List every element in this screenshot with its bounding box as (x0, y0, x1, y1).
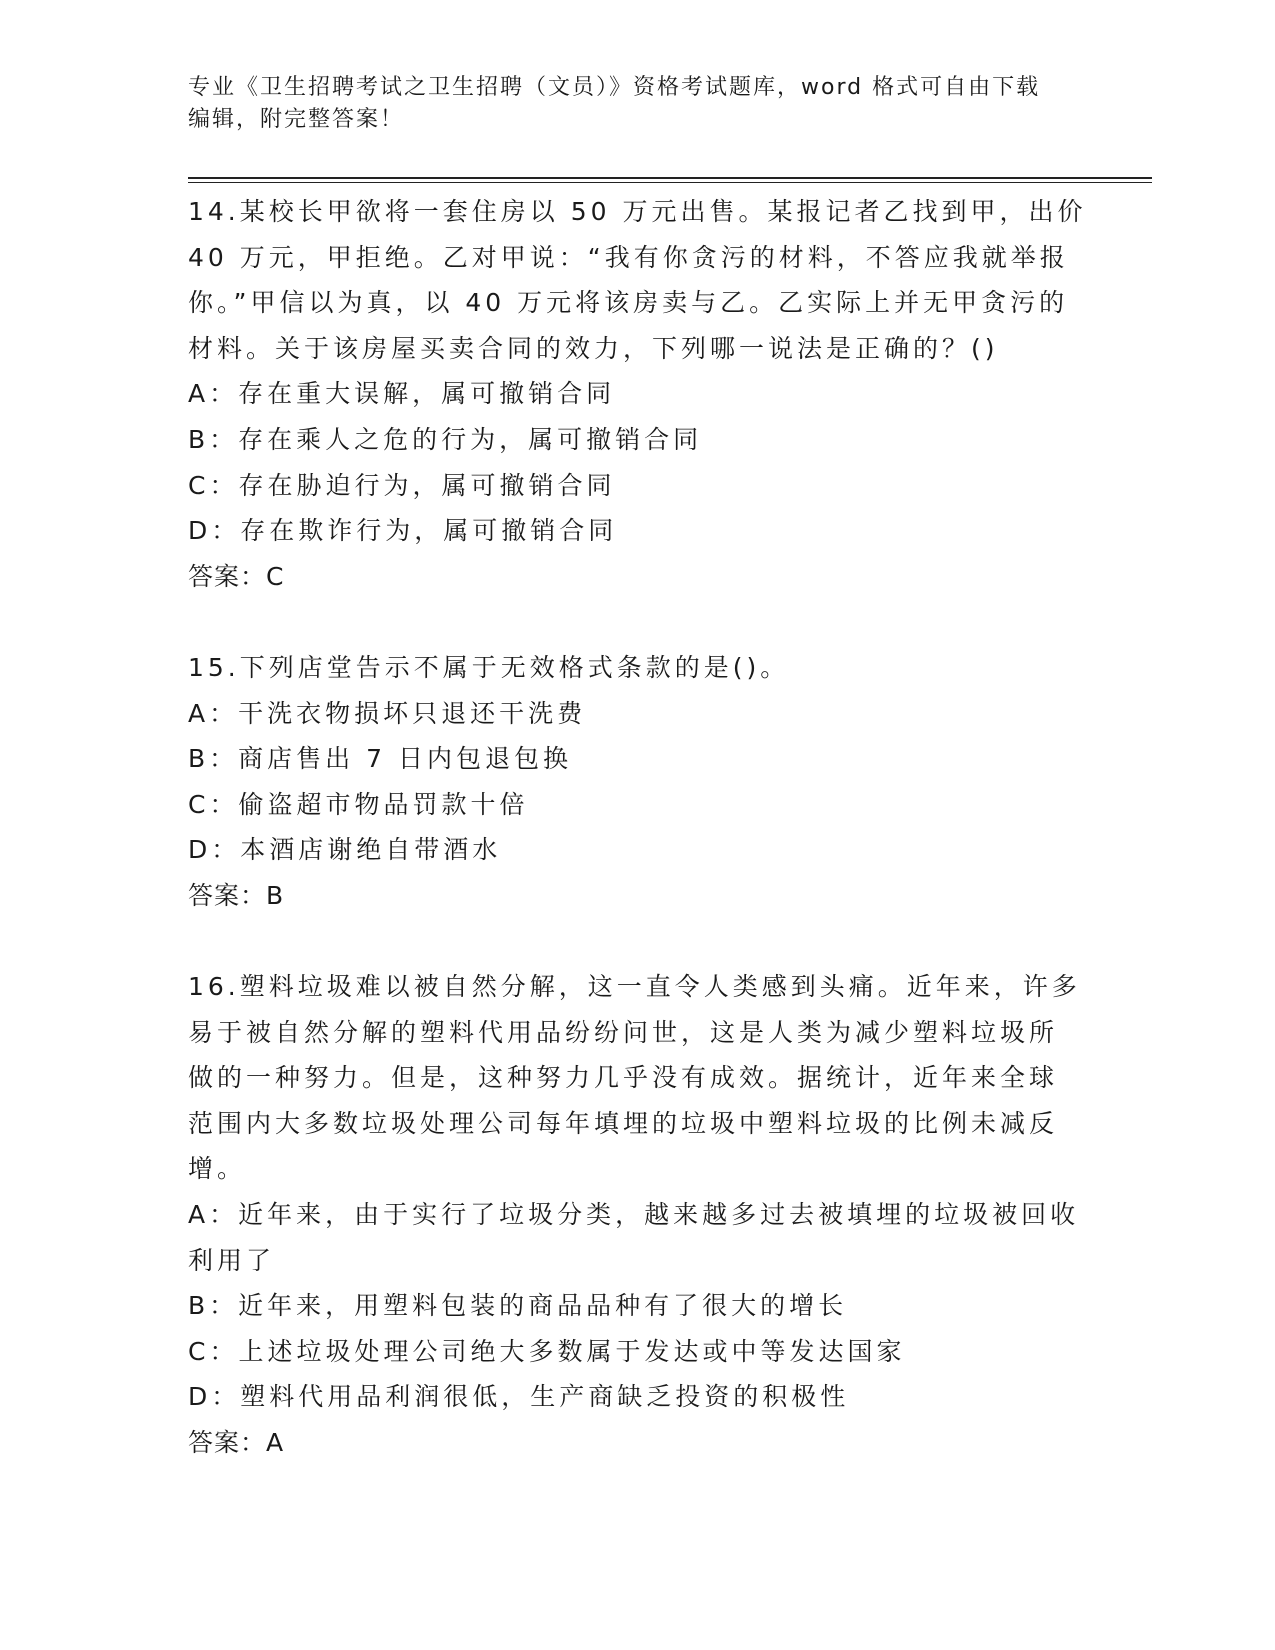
question-16-option-c: C：上述垃圾处理公司绝大多数属于发达或中等发达国家 (188, 1336, 906, 1366)
question-15-option-c: C：偷盗超市物品罚款十倍 (188, 789, 529, 819)
question-16-line-2: 易于被自然分解的塑料代用品纷纷问世，这是人类为减少塑料垃圾所 (188, 1017, 1059, 1047)
question-16-line-1: 16.塑料垃圾难以被自然分解，这一直令人类感到头痛。近年来，许多 (188, 972, 1081, 1002)
question-15-answer: 答案：B (188, 880, 285, 910)
document-header (188, 72, 1078, 136)
spacer (188, 919, 1088, 965)
header-divider-thin (188, 182, 1152, 183)
question-16-line-3: 做的一种努力。但是，这种努力几乎没有成效。据统计，近年来全球 (188, 1063, 1059, 1093)
question-15 (188, 645, 1088, 919)
question-14-option-b: B：存在乘人之危的行为，属可撤销合同 (188, 424, 703, 454)
header-divider (188, 177, 1152, 179)
question-list (188, 189, 1088, 1466)
question-15-line-1: 15.下列店堂告示不属于无效格式条款的是()。 (188, 652, 790, 682)
question-14-option-a: A：存在重大误解，属可撤销合同 (188, 379, 616, 409)
question-14 (188, 189, 1088, 599)
question-14-line-2: 40 万元，甲拒绝。乙对甲说：“我有你贪污的材料，不答应我就举报 (188, 242, 1069, 272)
question-16-option-a-cont: 利用了 (188, 1245, 276, 1275)
question-14-line-4: 材料。关于该房屋买卖合同的效力，下列哪一说法是正确的？() (188, 333, 999, 363)
question-16-line-4: 范围内大多数垃圾处理公司每年填埋的垃圾中塑料垃圾的比例未减反 (188, 1108, 1059, 1138)
question-16-option-a: A：近年来，由于实行了垃圾分类，越来越多过去被填埋的垃圾被回收 (188, 1200, 1080, 1230)
question-16-line-5: 增。 (188, 1154, 247, 1184)
question-14-line-1: 14.某校长甲欲将一套住房以 50 万元出售。某报记者乙找到甲，出价 (188, 197, 1087, 226)
question-16 (188, 964, 1088, 1466)
question-14-line-3: 你。”甲信以为真，以 40 万元将该房卖与乙。乙实际上并无甲贪污的 (188, 288, 1069, 318)
question-15-option-d: D：本酒店谢绝自带酒水 (188, 835, 502, 865)
question-16-answer: 答案：A (188, 1428, 285, 1458)
header-line-1: 专业《卫生招聘考试之卫生招聘（文员）》资格考试题库，word 格式可自由下载 (188, 75, 1041, 100)
spacer (188, 599, 1088, 645)
question-15-option-b: B：商店售出 7 日内包退包换 (188, 744, 572, 774)
header-line-2: 编辑，附完整答案！ (188, 107, 405, 132)
question-14-option-d: D：存在欺诈行为，属可撤销合同 (188, 516, 618, 546)
question-16-option-b: B：近年来，用塑料包装的商品品种有了很大的增长 (188, 1291, 848, 1321)
question-14-option-c: C：存在胁迫行为，属可撤销合同 (188, 470, 616, 500)
question-14-answer: 答案：C (188, 561, 285, 591)
question-15-option-a: A：干洗衣物损坏只退还干洗费 (188, 698, 587, 728)
question-16-option-d: D：塑料代用品利润很低，生产商缺乏投资的积极性 (188, 1382, 850, 1412)
